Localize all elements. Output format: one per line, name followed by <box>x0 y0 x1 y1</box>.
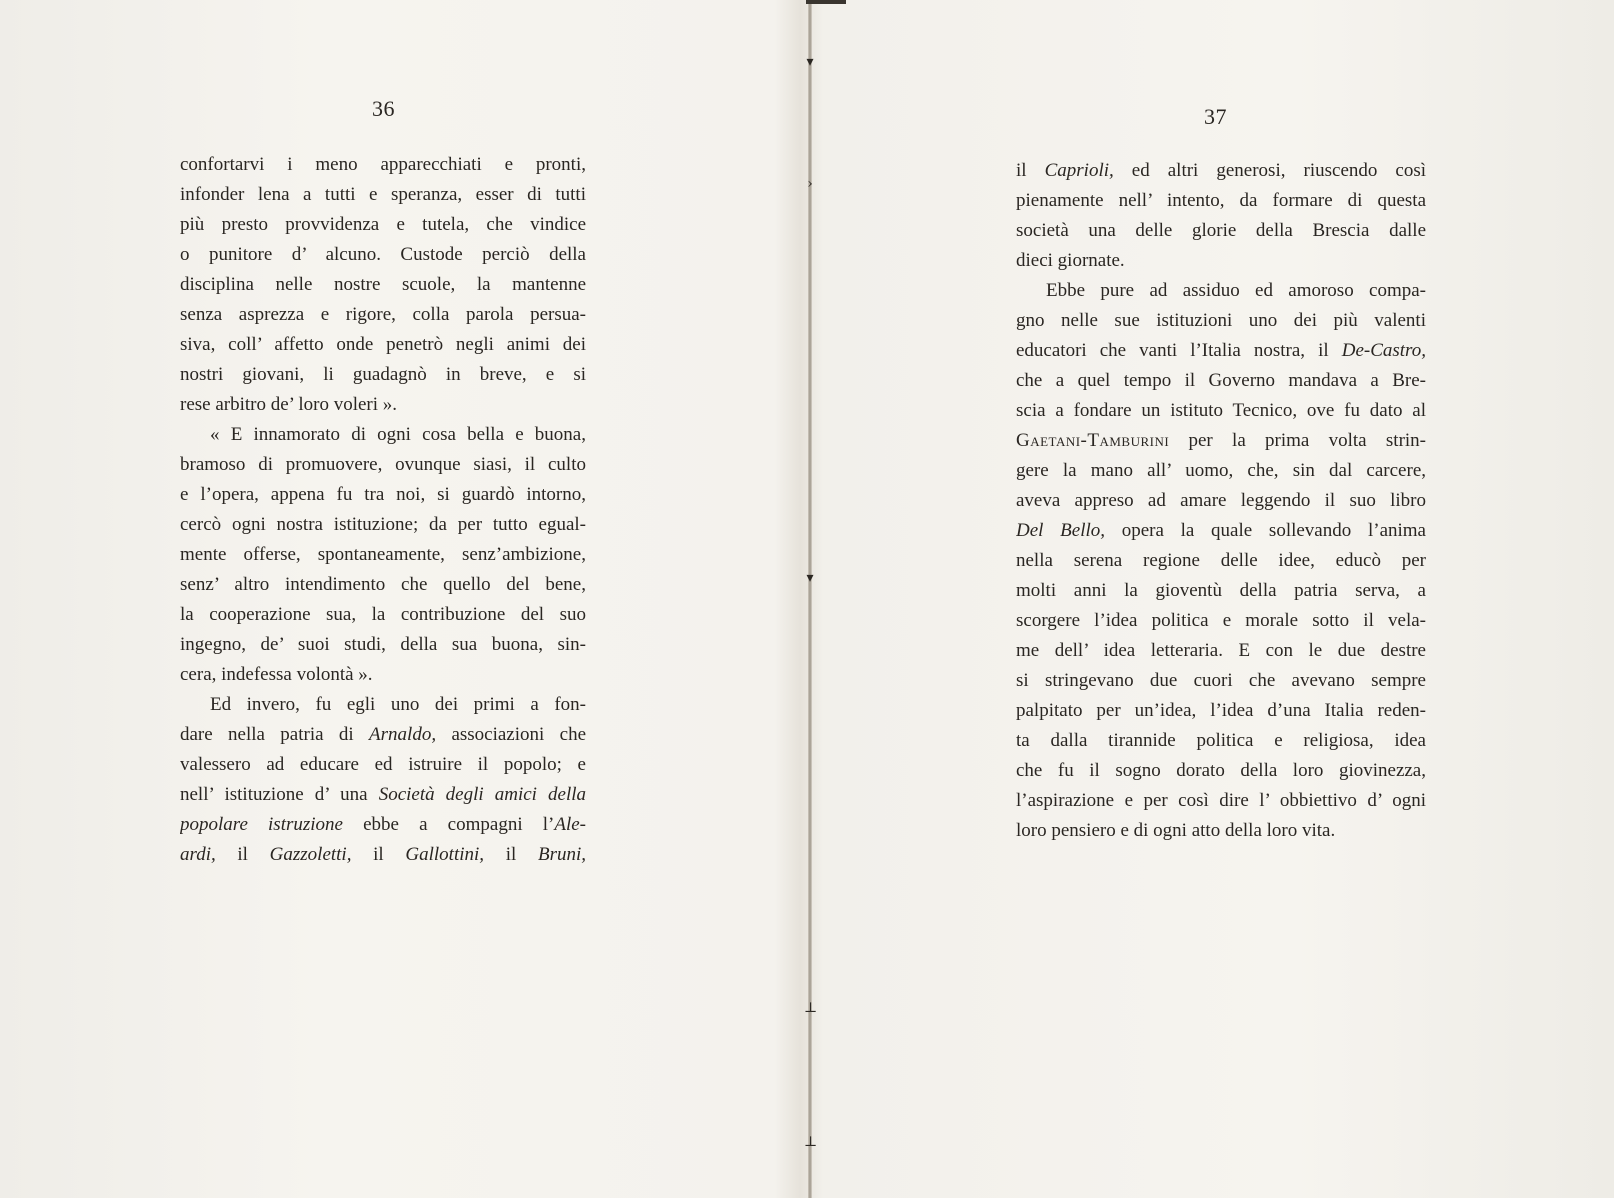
text-line: gno nelle sue istituzioni uno dei più valenti <box>1016 310 1426 331</box>
text-run: opera la quale sollevando l’anima <box>1121 520 1426 541</box>
page-text <box>1016 156 1426 846</box>
text-line: gere la mano all’ uomo, che, sin dal carcere, <box>1016 460 1426 481</box>
text-line: me dell’ idea letteraria. E con le due destre <box>1016 640 1426 661</box>
italic-name: Arnaldo, <box>369 724 437 745</box>
text-line: Ebbe pure ad assiduo ed amoroso compa- <box>1046 280 1426 301</box>
text-line: nella serena regione delle idee, educò per <box>1016 550 1426 571</box>
text-run: educatori che vanti l’Italia nostra, il <box>1016 340 1329 361</box>
text-line: mente offerse, spontaneamente, senz’ambizione, <box>180 544 586 565</box>
text-line <box>1016 336 1426 366</box>
text-line: pienamente nell’ intento, da formare di questa <box>1016 190 1426 211</box>
text-line: Ed invero, fu egli uno dei primi a fon- <box>210 694 586 715</box>
text-line: palpitato per un’idea, l’idea d’una Italia reden- <box>1016 700 1426 721</box>
text-run: il <box>1016 160 1027 181</box>
text-run: il <box>237 844 248 865</box>
text-line: la cooperazione sua, la contribuzione del suo <box>180 604 586 625</box>
stitch-mark: ⊥ <box>804 1134 818 1150</box>
text-line: aveva appreso ad amare leggendo il suo libro <box>1016 490 1426 511</box>
text-run: nell’ istituzione d’ una <box>180 784 368 805</box>
page-number: 37 <box>1204 104 1227 129</box>
text-line: ingegno, de’ suoi studi, della sua buona, sin- <box>180 634 586 655</box>
text-line: e l’opera, appena fu tra noi, si guardò intorno, <box>180 484 586 505</box>
left-page <box>0 0 806 1198</box>
stitch-mark: ▾ <box>806 570 814 586</box>
text-run: ed altri generosi, riuscendo così <box>1131 160 1426 181</box>
smallcaps-name: Gaetani-Tamburini <box>1016 430 1170 451</box>
italic-title: popolare istruzione <box>180 814 343 835</box>
italic-name: Caprioli, <box>1044 160 1114 181</box>
text-line: valessero ad educare ed istruire il popolo; e <box>180 754 586 775</box>
stitch-mark: ⊥ <box>804 1000 818 1016</box>
text-line <box>180 840 586 870</box>
text-line <box>1016 516 1426 546</box>
text-run: il <box>505 844 517 865</box>
text-line: molti anni la gioventù della patria serva, a <box>1016 580 1426 601</box>
text-line: bramoso di promuovere, ovunque siasi, il culto <box>180 454 586 475</box>
text-line: scia a fondare un istituto Tecnico, ove fu dato al <box>1016 400 1426 421</box>
text-run: il <box>373 844 384 865</box>
page-number: 36 <box>372 96 395 121</box>
text-line: l’aspirazione e per così dire l’ obbiettivo d’ ogni <box>1016 790 1426 811</box>
text-line: « E innamorato di ogni cosa bella e buona, <box>210 424 586 445</box>
text-line: si stringevano due cuori che avevano sempre <box>1016 670 1426 691</box>
right-page <box>812 0 1614 1198</box>
text-line: più presto provvidenza e tutela, che vindice <box>180 214 586 235</box>
text-line: società una delle glorie della Brescia dalle <box>1016 220 1426 241</box>
text-line <box>1016 156 1426 186</box>
italic-name: De-Castro, <box>1341 340 1426 361</box>
text-line: che a quel tempo il Governo mandava a Bre- <box>1016 370 1426 391</box>
page-text <box>180 150 586 870</box>
stitch-mark: › <box>807 176 813 192</box>
text-line: che fu il sogno dorato della loro giovinezza, <box>1016 760 1426 781</box>
text-line: cera, indefessa volontà ». <box>180 664 373 685</box>
text-line <box>180 810 586 840</box>
text-line: ta dalla tirannide politica e religiosa, idea <box>1016 730 1426 751</box>
text-line: senza asprezza e rigore, colla parola persua- <box>180 304 586 325</box>
text-line <box>180 780 586 810</box>
italic-title: Società degli amici della <box>378 784 586 805</box>
text-line: loro pensiero e di ogni atto della loro vita. <box>1016 820 1336 841</box>
text-line: disciplina nelle nostre scuole, la mantenne <box>180 274 586 295</box>
text-line: nostri giovani, li guadagnò in breve, e si <box>180 364 586 385</box>
text-line: rese arbitro de’ loro voleri ». <box>180 394 398 415</box>
italic-title: Del Bello, <box>1016 520 1105 541</box>
text-run: dare nella patria di <box>180 724 354 745</box>
text-line: scorgere l’idea politica e morale sotto il vela- <box>1016 610 1426 631</box>
text-line: senz’ altro intendimento che quello del bene, <box>180 574 586 595</box>
text-line <box>180 720 586 750</box>
text-line: infonder lena a tutti e speranza, esser di tutti <box>180 184 586 205</box>
text-run: per la prima volta strin- <box>1188 430 1426 451</box>
text-line: dieci giornate. <box>1016 250 1125 271</box>
stitch-mark: ▾ <box>806 54 814 70</box>
italic-name: Ale- <box>554 814 586 835</box>
italic-name: ardi, <box>180 844 216 865</box>
text-line <box>1016 426 1426 456</box>
italic-name: Bruni, <box>538 844 586 865</box>
text-line: o punitore d’ alcuno. Custode perciò della <box>180 244 586 265</box>
text-run: ebbe a compagni l’ <box>363 814 555 835</box>
italic-name: Gazzoletti, <box>269 844 352 865</box>
text-line: cercò ogni nostra istituzione; da per tutto egual- <box>180 514 586 535</box>
italic-name: Gallottini, <box>405 844 485 865</box>
text-run: associazioni che <box>451 724 586 745</box>
text-line: confortarvi i meno apparecchiati e pronti, <box>180 154 586 175</box>
text-line: siva, coll’ affetto onde penetrò negli animi dei <box>180 334 586 355</box>
